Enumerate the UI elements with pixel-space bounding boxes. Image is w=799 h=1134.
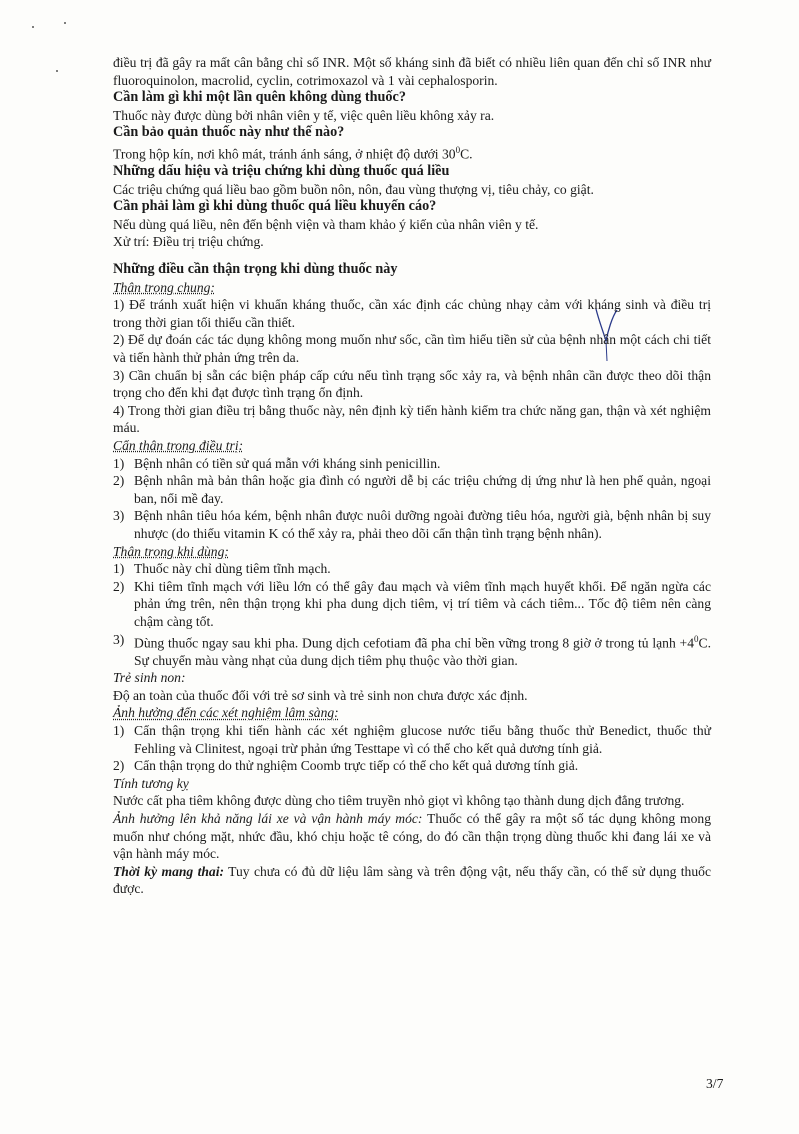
list-item: 3) Dùng thuốc ngay sau khi pha. Dung dịch cefotiam đã pha chỉ bền vững trong 8 giờ ở trong tủ lạnh $+4^0C$. Sự chuyển màu vàng nhạt của dung dịch tiêm phụ thuộc vào thời gian. bbox=[113, 631, 711, 668]
scan-speck bbox=[32, 26, 34, 28]
list-item: 1) Cẩn thận trọng khi tiến hành các xét nghiệm glucose nước tiểu bằng thuốc thử Benedict, thuốc thử Fehling và Clinitest, ngoại trừ phản ứng Testtape vì có thể cho kết quả dương tính giả. bbox=[113, 723, 711, 756]
driving-paragraph: Ảnh hưởng lên khả năng lái xe và vận hành máy móc: Thuốc có thể gây ra một số tác dụng không mong muốn như chóng mặt, nhức đầu, khó chịu hoặc tê cóng, do đó cần thận trọng dùng thuốc khi đang lái xe và vận hành máy móc. bbox=[113, 811, 711, 862]
missed-dose-text: Thuốc này được dùng bởi nhân viên y tế, việc quên liều không xảy ra. bbox=[113, 107, 495, 123]
compatibility-text: Nước cất pha tiêm không được dùng cho tiêm truyền nhỏ giọt vì không tạo thành dung dịch đẳng trương. bbox=[113, 793, 685, 809]
list-item: 2) Để dự đoán các tác dụng không mong muốn như sốc, cần tìm hiểu tiền sử của bệnh nhân một cách chi tiết và tiến hành thử phản ứng trên da. bbox=[113, 332, 711, 366]
scan-speck bbox=[56, 70, 58, 72]
storage-heading: Cần bảo quản thuốc này như thế nào? bbox=[113, 124, 345, 141]
storage-text: Trong hộp kín, nơi khô mát, tránh ánh sáng, ở nhiệt độ dưới $30^0C$. bbox=[113, 144, 473, 162]
pregnancy-paragraph: Thời kỳ mang thai: Tuy chưa có đủ dữ liệu lâm sàng và trên động vật, nếu thấy cần, có thể sử dụng thuốc được. bbox=[113, 863, 711, 897]
list-item: 1) Bệnh nhân có tiền sử quá mẫn với kháng sinh penicillin. bbox=[113, 455, 441, 471]
usage-caution-title: Thận trọng khi dùng: bbox=[113, 543, 229, 559]
general-precautions-list bbox=[113, 296, 711, 437]
overdose-action-line-1: Nếu dùng quá liều, nên đến bệnh viện và tham khảo ý kiến của nhân viên y tế. bbox=[113, 216, 539, 232]
overdose-signs-text: Các triệu chứng quá liều bao gồm buồn nôn, nôn, đau vùng thượng vị, tiêu chảy, co giật. bbox=[113, 181, 594, 197]
list-item: 4) Trong thời gian điều trị bằng thuốc này, nên định kỳ tiến hành kiểm tra chức năng gan, thận và xét nghiệm máu. bbox=[113, 402, 711, 436]
premature-title: Trẻ sinh non: bbox=[113, 670, 186, 686]
list-item: 1) Để tránh xuất hiện vi khuẩn kháng thuốc, cần xác định các chủng nhạy cảm với kháng sinh và điều trị trong thời gian tối thiểu cần thiết. bbox=[113, 297, 711, 330]
lab-tests-list bbox=[113, 722, 711, 775]
list-item: 2) Khi tiêm tĩnh mạch với liều lớn có thể gây đau mạch và viêm tĩnh mạch huyết khối. Để ngăn ngừa các phản ứng trên, nên thận trọng khi pha dung dịch tiêm, vị trí tiêm và cách tiêm... Tốc độ tiêm nên càng chậm càng tốt. bbox=[113, 578, 711, 629]
overdose-action-line-2: Xử trí: Điều trị triệu chứng. bbox=[113, 234, 264, 250]
intro-paragraph: điều trị đã gây ra mất cân bằng chỉ số INR. Một số kháng sinh đã biết có nhiều liên quan đến chỉ số INR như fluoroquinolon, macrolid, cyclin, cotrimoxazol và 1 vài cephalosporin. bbox=[113, 55, 711, 88]
treatment-caution-list bbox=[113, 455, 711, 543]
list-item: 2) Cẩn thận trọng do thử nghiệm Coomb trực tiếp có thể cho kết quả dương tính giả. bbox=[113, 758, 579, 774]
general-precautions-title: Thận trọng chung: bbox=[113, 279, 215, 295]
document-page bbox=[113, 54, 711, 898]
list-item: 3) Cần chuẩn bị sẵn các biện pháp cấp cứu nếu tình trạng sốc xảy ra, và bệnh nhân cần được theo dõi thận trọng cho đến khi đạt được tình trạng ổn định. bbox=[113, 367, 711, 401]
scan-speck bbox=[64, 22, 66, 24]
lab-tests-title: Ảnh hưởng đến các xét nghiệm lâm sàng: bbox=[113, 705, 339, 721]
overdose-action-heading: Cần phải làm gì khi dùng thuốc quá liều khuyến cáo? bbox=[113, 198, 437, 215]
treatment-caution-title: Cẩn thận trong điều trị: bbox=[113, 438, 244, 453]
usage-caution-list bbox=[113, 560, 711, 669]
list-item: 2) Bệnh nhân mà bản thân hoặc gia đình có người dễ bị các triệu chứng dị ứng như là hen phế quản, ngoại ban, nổi mề đay. bbox=[113, 473, 711, 506]
list-item: 3) Bệnh nhân tiêu hóa kém, bệnh nhân được nuôi dưỡng ngoài đường tiêu hóa, người già, bệnh nhân bị suy nhược (do thiếu vitamin K có thể xảy ra, phải theo dõi cẩn thận tình trạng bệnh nhân). bbox=[113, 508, 711, 541]
list-item: 1) Thuốc này chỉ dùng tiêm tĩnh mạch. bbox=[113, 561, 331, 577]
precautions-heading: Những điều cần thận trọng khi dùng thuốc này bbox=[113, 261, 398, 278]
overdose-signs-heading: Những dấu hiệu và triệu chứng khi dùng thuốc quá liều bbox=[113, 163, 450, 180]
compatibility-title: Tính tương kỵ bbox=[113, 775, 189, 791]
premature-text: Độ an toàn của thuốc đối với trẻ sơ sinh và trẻ sinh non chưa được xác định. bbox=[113, 687, 528, 703]
missed-dose-heading: Cần làm gì khi một lần quên không dùng thuốc? bbox=[113, 89, 406, 106]
page-number: 3/7 bbox=[706, 1076, 724, 1091]
